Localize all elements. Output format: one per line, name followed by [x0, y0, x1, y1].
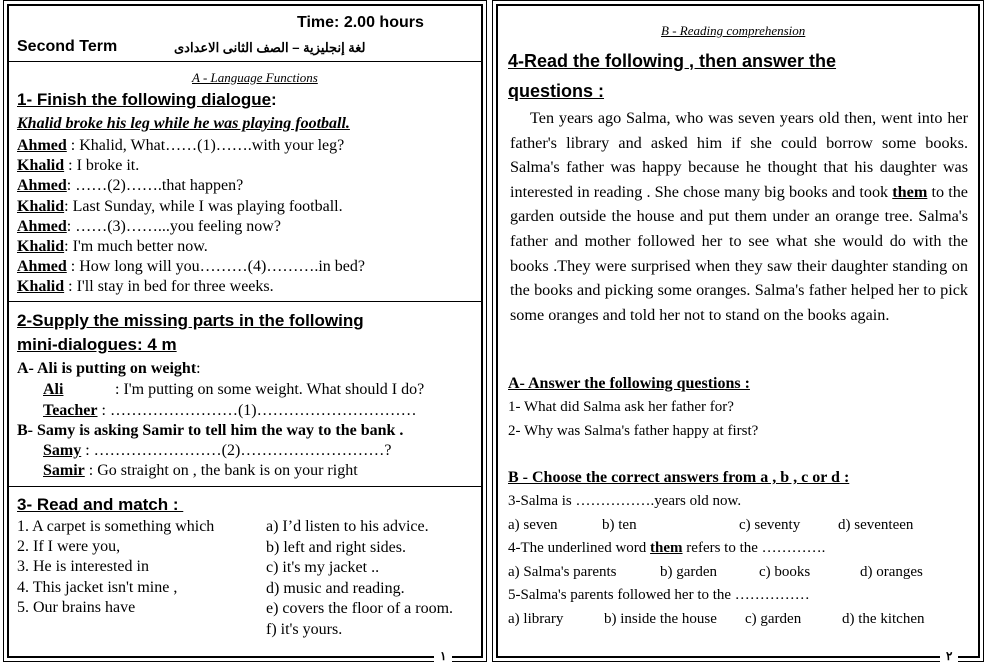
line-text: : I'm much better now.	[64, 238, 208, 256]
mcq-option: d) oranges	[860, 564, 923, 580]
line-text: : ……(2)…….that happen?	[66, 177, 244, 195]
line-text: : I'll stay in bed for three weeks.	[64, 278, 274, 296]
match-option: c) it's my jacket ..	[266, 559, 380, 577]
speaker: Ahmed	[17, 137, 67, 154]
term-label: Second Term	[17, 38, 118, 55]
q1-situation: Khalid broke his leg while he was playing football.	[17, 115, 350, 132]
passage-text: Ten years ago Salma, who was seven years old then, went into her father's library and asked him if she could borrow some books. Salma's father was happy because he thought that his daughter was interested in reading . She chose many big books and took	[510, 109, 968, 201]
mcq-option: b) inside the house	[604, 611, 717, 627]
q3-left-column	[17, 517, 214, 618]
speaker: Ahmed	[17, 177, 67, 195]
match-option: d) music and reading.	[266, 579, 405, 597]
section-b-title: B - Reading comprehension	[661, 23, 806, 38]
time-label: Time: 2.00 hours	[297, 14, 424, 31]
divider	[9, 301, 481, 302]
line-text: : Khalid, What……(1)…….with your leg?	[66, 137, 345, 154]
line-text: : ……(3)……...you feeling now?	[66, 217, 281, 235]
page-number: ١	[434, 649, 452, 664]
page-1	[3, 0, 487, 662]
match-item: 2. If I were you,	[17, 538, 121, 556]
q2-a-heading	[17, 360, 201, 378]
arabic-title: لغة إنجليزية – الصف الثانى الاعدادى	[174, 40, 366, 55]
match-item: 4. This jacket isn't mine ,	[17, 578, 178, 596]
page-2	[492, 0, 984, 662]
line-text: : I broke it.	[64, 157, 140, 175]
q2-b-line	[43, 442, 391, 460]
dialogue-line	[17, 257, 365, 277]
question-text: refers to the ………….	[682, 540, 826, 556]
underlined-word: them	[892, 182, 928, 201]
mcq-question	[508, 540, 825, 557]
page-2-frame	[496, 4, 980, 658]
q2-a-line	[43, 402, 417, 420]
q1-dialogue	[17, 136, 365, 298]
q2-b-heading: B- Samy is asking Samir to tell him the way to the bank .	[17, 422, 404, 439]
mcq-option: c) books	[759, 564, 811, 580]
mcq-option: b) ten	[602, 517, 637, 533]
match-option: e) covers the floor of a room.	[266, 600, 454, 618]
mcq-option: a) Salma's parents	[508, 564, 617, 580]
speaker: Teacher	[43, 402, 98, 419]
dialogue-line	[17, 136, 365, 156]
dialogue-line	[17, 217, 365, 237]
question-text: 4-The underlined word	[508, 540, 651, 556]
speaker: Khalid	[17, 278, 65, 296]
match-item: 3. He is interested in	[17, 558, 149, 576]
mcq-option: a) library	[508, 611, 564, 627]
page-number: ٢	[940, 649, 958, 664]
reading-passage	[510, 106, 968, 327]
match-item: 1. A carpet is something which	[17, 518, 215, 535]
match-option: a) I’d listen to his advice.	[266, 518, 429, 535]
speaker: Khalid	[17, 238, 65, 256]
speaker: Ali	[43, 381, 64, 398]
q3-right-column	[266, 517, 453, 641]
page-1-frame	[7, 4, 483, 658]
speaker: Ahmed	[17, 217, 67, 235]
match-option: f) it's yours.	[266, 620, 343, 638]
speaker: Samir	[43, 462, 85, 479]
divider	[9, 486, 481, 487]
q2-a-colon: :	[196, 360, 201, 377]
dialogue-line	[17, 237, 365, 257]
section-a-title: A - Language Functions	[192, 70, 318, 85]
dialogue-line	[17, 176, 365, 196]
mcq-question: 5-Salma's parents followed her to the ……………	[508, 587, 810, 603]
speaker: Khalid	[17, 157, 65, 175]
match-item: 5. Our brains have	[17, 598, 136, 616]
speaker: Khalid	[17, 197, 65, 215]
part-a-question: 1- What did Salma ask her father for?	[508, 399, 734, 415]
underlined-word: them	[650, 540, 683, 556]
line-text: : How long will you………(4)……….in bed?	[66, 258, 365, 276]
line-text: : Go straight on , the bank is on your right	[84, 462, 358, 479]
q1-heading	[17, 90, 277, 110]
line-text: : I'm putting on some weight. What should I do?	[115, 381, 425, 398]
mcq-option: d) seventeen	[838, 517, 914, 533]
line-text: : ……………………(1)…………………………	[97, 402, 417, 419]
divider	[9, 61, 481, 62]
mcq-option: d) the kitchen	[842, 611, 925, 627]
q4-title-line2: questions :	[508, 81, 605, 101]
dialogue-line	[17, 197, 365, 217]
part-b-title: B - Choose the correct answers from a , b , c or d :	[508, 469, 850, 486]
q2-a-line	[43, 381, 424, 399]
mcq-option: c) garden	[745, 611, 802, 627]
q2-title-line1: 2-Supply the missing parts in the following	[17, 311, 364, 330]
mcq-option: c) seventy	[739, 517, 801, 533]
line-text: : ……………………(2)………………………?	[81, 442, 392, 459]
match-option: b) left and right sides.	[266, 538, 406, 556]
mcq-option: b) garden	[660, 564, 718, 580]
mcq-question: 3-Salma is …………….years old now.	[508, 493, 742, 509]
line-text: : Last Sunday, while I was playing football.	[64, 197, 343, 215]
speaker: Samy	[43, 442, 82, 459]
dialogue-line	[17, 156, 365, 176]
q4-title-line1: 4-Read the following , then answer the	[508, 51, 837, 71]
part-a-question: 2- Why was Salma's father happy at first?	[508, 423, 759, 439]
q2-title-line2: mini-dialogues: 4 m	[17, 335, 177, 354]
q2-b-line	[43, 462, 358, 480]
speaker: Ahmed	[17, 258, 67, 276]
dialogue-line	[17, 277, 365, 297]
q2-a-situation: A- Ali is putting on weight	[17, 360, 197, 377]
q1-colon: :	[271, 90, 277, 109]
q3-title: 3- Read and match :	[17, 495, 184, 514]
mcq-option: a) seven	[508, 517, 558, 533]
part-a-title: A- Answer the following questions :	[508, 375, 750, 392]
passage-text: to the garden outside the house and put them under an orange tree. Salma's father and mother followed her to see what she would do with the books .They were surprised when they saw their daughter standing on the books and picking some oranges. Salma's father helped her to pick some oranges and told her not to stand on the books again.	[510, 182, 968, 324]
q1-title: 1- Finish the following dialogue	[17, 90, 272, 109]
